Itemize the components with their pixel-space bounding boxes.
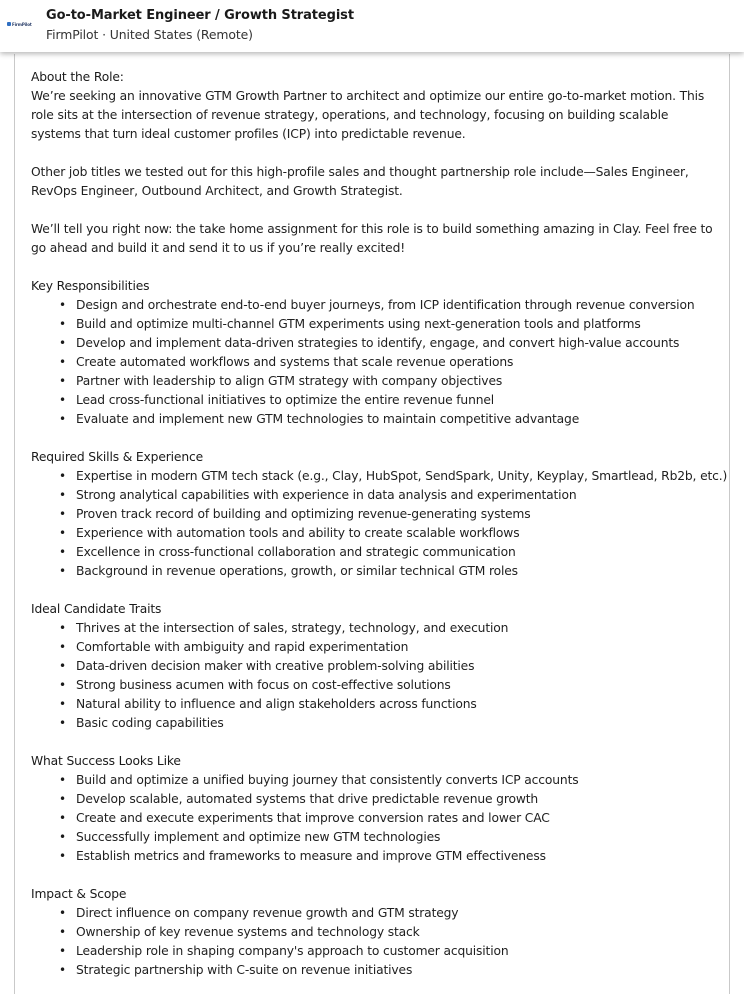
list-item: • Strong business acumen with focus on cost-effective solutions [31, 676, 721, 695]
section-heading-traits: Ideal Candidate Traits [31, 602, 162, 616]
list-item: • Successfully implement and optimize new GTM technologies [31, 828, 721, 847]
section-heading-responsibilities: Key Responsibilities [31, 279, 150, 293]
skills-list [31, 467, 728, 581]
list-item: • Build and optimize multi-channel GTM experiments using next-generation tools and platforms [31, 315, 721, 334]
list-item: • Proven track record of building and optimizing revenue-generating systems [31, 505, 721, 524]
job-subtitle: FirmPilot · United States (Remote) [46, 27, 253, 42]
section-heading-success: What Success Looks Like [31, 754, 181, 768]
impact-list [31, 904, 721, 980]
list-item: • Ownership of key revenue systems and technology stack [31, 923, 721, 942]
list-item: • Basic coding capabilities [31, 714, 721, 733]
company-logo[interactable] [7, 15, 39, 33]
about-paragraph-3: We’ll tell you right now: the take home assignment for this role is to build something amazing in Clay. Feel free to go ahead and build it and send it to us if you’re really excited! [31, 222, 713, 255]
list-item: • Background in revenue operations, growth, or similar technical GTM roles [31, 562, 721, 581]
job-header [0, 0, 744, 52]
list-item: • Comfortable with ambiguity and rapid experimentation [31, 638, 721, 657]
list-item: • Develop scalable, automated systems that drive predictable revenue growth [31, 790, 721, 809]
list-item: • Establish metrics and frameworks to measure and improve GTM effectiveness [31, 847, 721, 866]
responsibilities-list [31, 296, 721, 429]
job-title[interactable]: Go-to-Market Engineer / Growth Strategist [46, 8, 354, 23]
list-item: • Design and orchestrate end-to-end buyer journeys, from ICP identification through revenue conversion [31, 296, 721, 315]
list-item: • Lead cross-functional initiatives to optimize the entire revenue funnel [31, 391, 721, 410]
list-item: • Direct influence on company revenue growth and GTM strategy [31, 904, 721, 923]
list-item: • Develop and implement data-driven strategies to identify, engage, and convert high-value accounts [31, 334, 721, 353]
list-item: • Excellence in cross-functional collaboration and strategic communication [31, 543, 721, 562]
job-description [31, 68, 728, 980]
logo-mark-icon [7, 22, 11, 26]
list-item: • Leadership role in shaping company's approach to customer acquisition [31, 942, 721, 961]
list-item: • Strategic partnership with C-suite on revenue initiatives [31, 961, 721, 980]
success-list [31, 771, 721, 866]
about-paragraph-2: Other job titles we tested out for this high-profile sales and thought partnership role include—Sales Engineer, RevOps Engineer, Outbound Architect, and Growth Strategist. [31, 165, 689, 198]
list-item: • Experience with automation tools and ability to create scalable workflows [31, 524, 721, 543]
list-item: • Expertise in modern GTM tech stack (e.g., Clay, HubSpot, SendSpark, Unity, Keyplay, Smartlead, Rb2b, etc.) [31, 467, 721, 486]
list-item: • Build and optimize a unified buying journey that consistently converts ICP accounts [31, 771, 721, 790]
logo-text: FirmPilot [12, 21, 32, 27]
list-item: • Create automated workflows and systems that scale revenue operations [31, 353, 721, 372]
list-item: • Natural ability to influence and align stakeholders across functions [31, 695, 721, 714]
list-item: • Data-driven decision maker with creative problem-solving abilities [31, 657, 721, 676]
traits-list [31, 619, 721, 733]
list-item: • Thrives at the intersection of sales, strategy, technology, and execution [31, 619, 721, 638]
list-item: • Create and execute experiments that improve conversion rates and lower CAC [31, 809, 721, 828]
list-item: • Evaluate and implement new GTM technologies to maintain competitive advantage [31, 410, 721, 429]
about-paragraph-1: We’re seeking an innovative GTM Growth Partner to architect and optimize our entire go-to-market motion. This role sits at the intersection of revenue strategy, operations, and technology, focusing on building scalable systems that turn ideal customer profiles (ICP) into predictable revenue. [31, 89, 705, 141]
section-heading-impact: Impact & Scope [31, 887, 127, 901]
section-heading-skills: Required Skills & Experience [31, 450, 204, 464]
list-item: • Partner with leadership to align GTM strategy with company objectives [31, 372, 721, 391]
list-item: • Strong analytical capabilities with experience in data analysis and experimentation [31, 486, 721, 505]
section-heading-about: About the Role: [31, 70, 124, 84]
